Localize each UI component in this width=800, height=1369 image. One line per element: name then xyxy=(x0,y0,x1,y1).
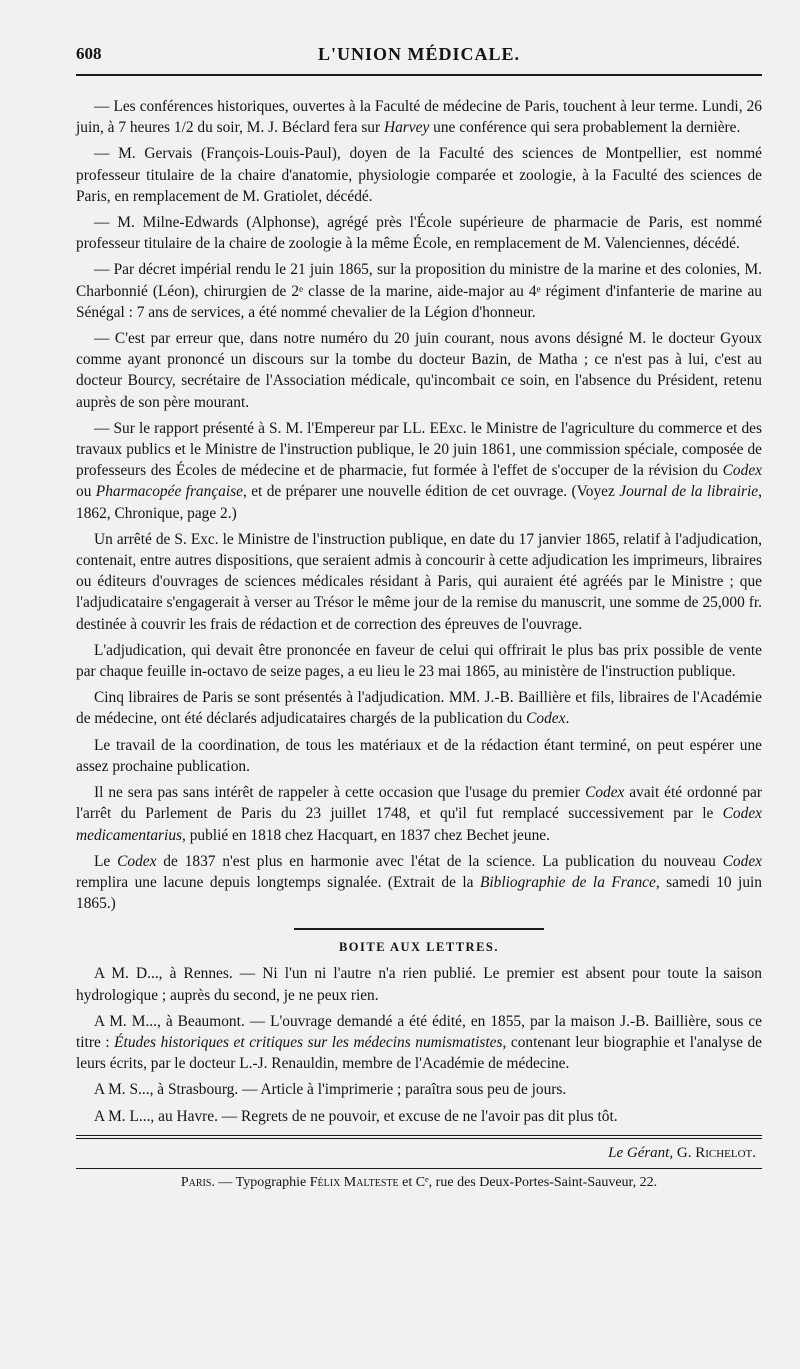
letter-reply-strasbourg: A M. S..., à Strasbourg. — Article à l'imprimerie ; paraîtra sous peu de jours. xyxy=(94,1081,567,1099)
news-item-gervais: — M. Gervais (François-Louis-Paul), doyen de la Faculté des sciences de Montpellier, est nommé professeur titulaire de la chaire d'anatomie, physiologie comparée et zoologie, à la Faculté des sciences de Paris, en remplacement de M. Gratiolet, décédé. xyxy=(76,145,762,205)
running-title: L'UNION MÉDICALE. xyxy=(317,44,521,64)
page-number: 608 xyxy=(76,44,102,63)
printer-imprint: Paris. — Typographie Félix Malteste et Cᵉ, rue des Deux-Portes-Saint-Sauveur, 22. xyxy=(180,1174,658,1190)
news-item-conferences: — Les conférences historiques, ouvertes à la Faculté de médecine de Paris, touchent à leur terme. Lundi, 26 juin, à 7 heures 1/2 du soir, M. J. Béclard fera sur Harvey une conférence qui sera probablement la dernière. xyxy=(76,98,762,137)
news-item-erratum: — C'est par erreur que, dans notre numéro du 20 juin courant, nous avons désigné M. le docteur Gyoux comme ayant prononcé un discours sur la tombe du docteur Bazin, de Matha ; ce n'est pas à lui, c'est au docteur Bourcy, secrétaire de l'Association médicale, qu'incombait ce soin, en l'absence du Président, retenu auprès de son père mourant. xyxy=(76,330,762,411)
codex-paragraph-7: Le Codex de 1837 n'est plus en harmonie avec l'état de la science. La publication du nouveau Codex remplira une lacune depuis longtemps signalée. (Extrait de la Bibliographie de la France, samedi 10 juin 1865.) xyxy=(76,852,762,913)
section-divider xyxy=(294,928,544,930)
codex-paragraph-3: L'adjudication, qui devait être prononcée en faveur de celui qui offrirait le plus bas prix possible de vente par chaque feuille in-octavo de seize pages, a eu lieu le 23 mai 1865, au ministère de l'instruction publique. xyxy=(76,641,762,681)
codex-paragraph-2: Un arrêté de S. Exc. le Ministre de l'instruction publique, en date du 17 janvier 1865, relatif à l'adjudication, contenait, entre autres dispositions, que seraient admis à concourir à cette adjudication les imprimeurs, libraires ou éditeurs d'ouvrages de sciences médicales résidant à Paris, qui auraient été agréés par le Ministre ; que l'adjudicataire s'engagerait à verser au Trésor le même jour de la remise du manuscrit, une somme de 25,000 fr. destinée à couvrir les frais de rédaction et de correction des épreuves de l'ouvrage. xyxy=(76,530,762,633)
signature-rule xyxy=(76,1168,762,1169)
news-item-milne-edwards: — M. Milne-Edwards (Alphonse), agrégé près l'École supérieure de pharmacie de Paris, est nommé professeur titulaire de la chaire de zoologie à la même École, en remplacement de M. Valenciennes, décédé. xyxy=(76,214,762,253)
letter-reply-havre: A M. L..., au Havre. — Regrets de ne pouvoir, et excuse de ne l'avoir pas dit plus tôt. xyxy=(94,1107,618,1125)
codex-paragraph-5: Le travail de la coordination, de tous les matériaux et de la rédaction étant terminé, on peut espérer une assez prochaine publication. xyxy=(76,736,762,775)
codex-paragraph-4: Cinq libraires de Paris se sont présentés à l'adjudication. MM. J.-B. Baillière et fils, libraires de l'Académie de médecine, ont été déclarés adjudicataires chargés de la publication du Codex. xyxy=(76,689,762,728)
footer-rule-double xyxy=(76,1138,762,1139)
page-header xyxy=(76,40,762,76)
codex-paragraph-6: Il ne sera pas sans intérêt de rappeler à cette occasion que l'usage du premier Codex avait été ordonné par l'arrêt du Parlement de Paris du 23 juillet 1748, et qu'il fut remplacé successivement par le Codex medicamentarius, publié en 1818 chez Hacquart, en 1837 chez Bechet jeune. xyxy=(76,784,763,844)
section-title-boite: BOITE AUX LETTRES. xyxy=(338,940,500,955)
letter-reply-rennes: A M. D..., à Rennes. — Ni l'un ni l'autre n'a rien publié. Le premier est absent pour toute la saison hydrologique ; auprès du second, je ne peux rien. xyxy=(76,965,762,1004)
footer-rule xyxy=(76,1135,762,1136)
signature-line: Le Gérant, G. Richelot. xyxy=(608,1144,756,1161)
article-body xyxy=(76,96,762,1191)
codex-paragraph-1: — Sur le rapport présenté à S. M. l'Empereur par LL. EExc. le Ministre de l'agriculture du commerce et des travaux publics et le Ministre de l'instruction publique, le 20 juin 1861, une commission spéciale, composée de professeurs des Écoles de médecine et de pharmacie, fut formée à l'effet de s'occuper de la révision du Codex ou Pharmacopée française, et de préparer une nouvelle édition de cet ouvrage. (Voyez Journal de la librairie, 1862, Chronique, page 2.) xyxy=(76,419,762,522)
letter-reply-beaumont: A M. M..., à Beaumont. — L'ouvrage demandé a été édité, en 1855, par la maison J.-B. Baillière, sous ce titre : Études historiques et critiques sur les médecins numismatistes, contenant leur biographie et l'analyse de leurs écrits, par le docteur L.-J. Renauldin, membre de l'Académie de médecine. xyxy=(76,1012,762,1073)
news-item-decret: — Par décret impérial rendu le 21 juin 1865, sur la proposition du ministre de la marine et des colonies, M. Charbonnié (Léon), chirurgien de 2ᵉ classe de la marine, aide-major au 4ᵉ régiment d'infanterie de marine au Sénégal : 7 ans de services, a été nommé chevalier de la Légion d'honneur. xyxy=(76,261,762,321)
